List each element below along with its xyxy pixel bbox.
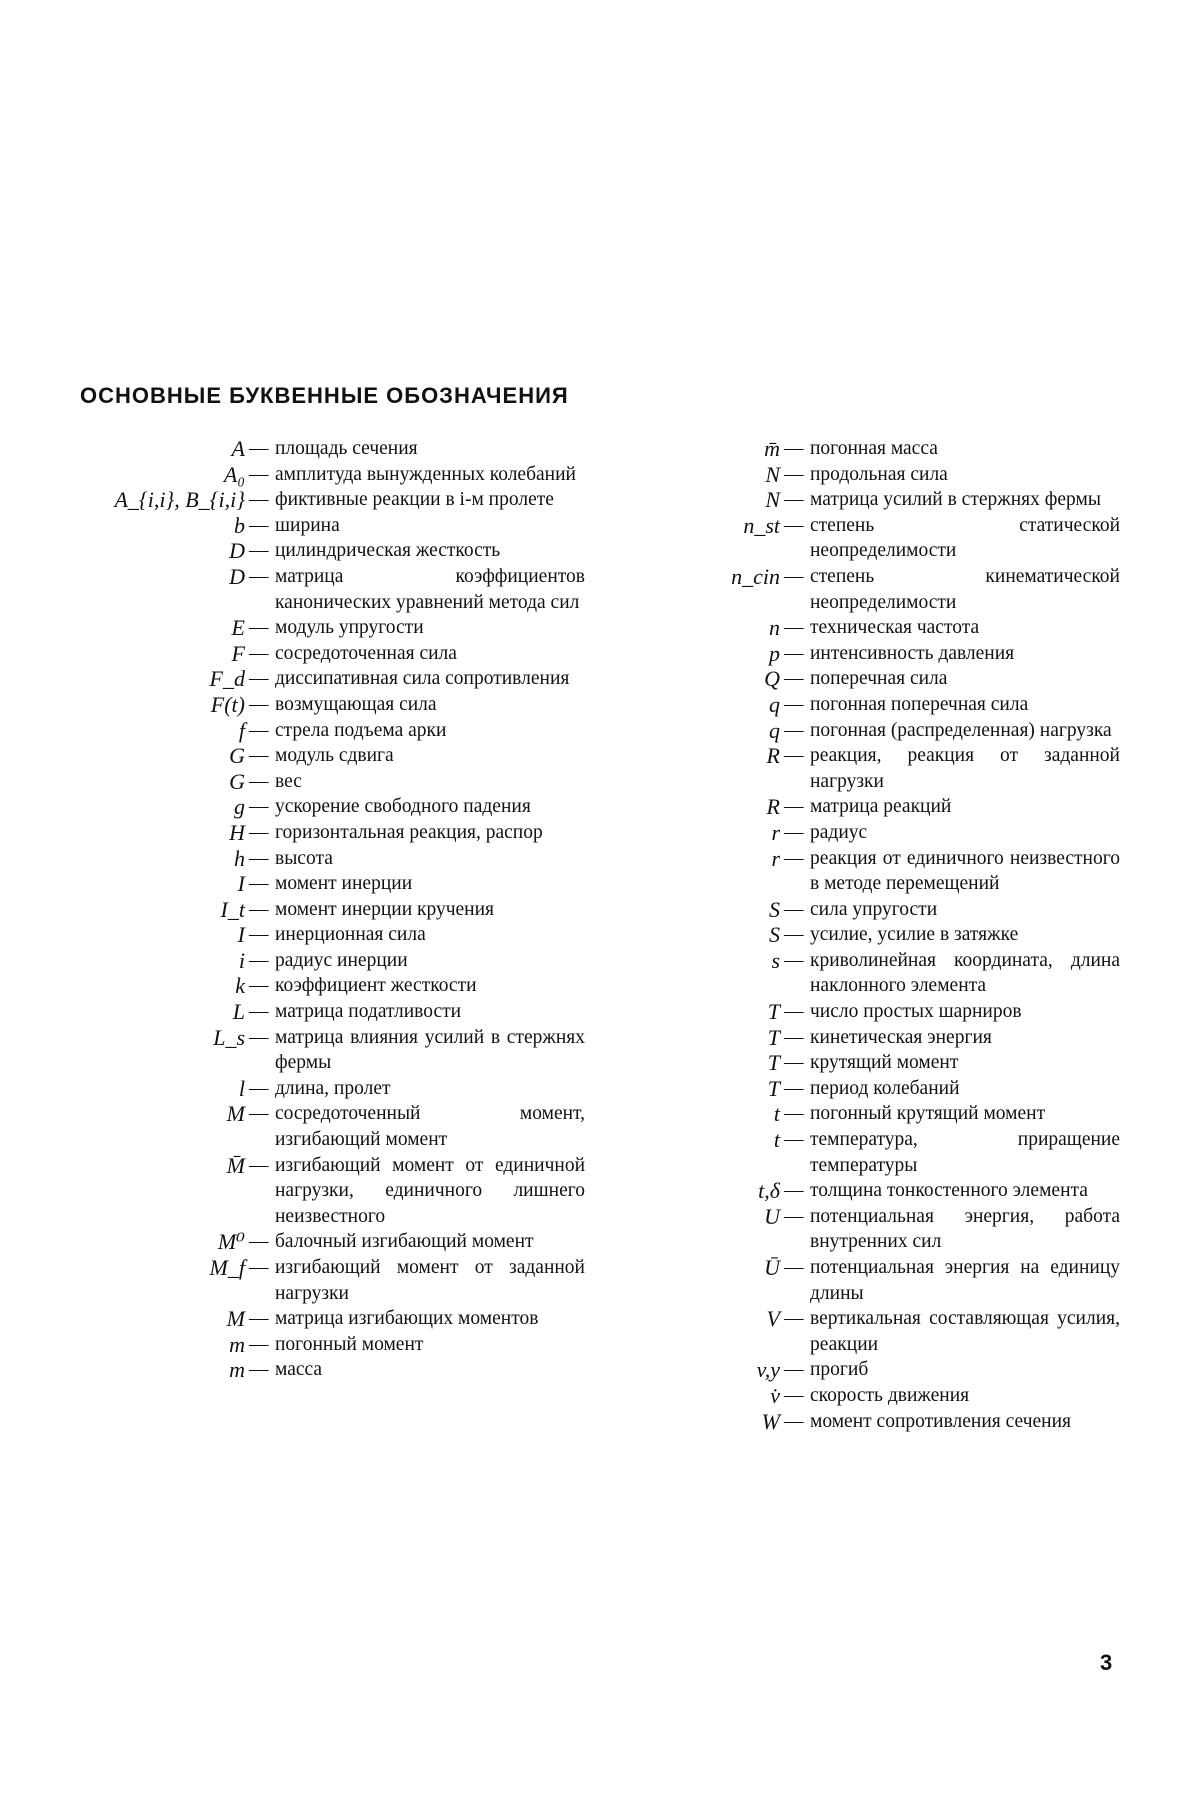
symbol-definition: ширина — [275, 514, 340, 536]
em-dash: — — [784, 1103, 804, 1125]
symbol-entry — [700, 513, 1120, 564]
symbol-definition: балочный изгибающий момент — [275, 1231, 534, 1253]
symbol-definition: длина, пролет — [275, 1077, 391, 1099]
em-dash: — — [249, 438, 269, 459]
symbol-definition: усилие, усилие в затяжке — [810, 924, 1019, 946]
symbol-entry — [80, 462, 585, 488]
page-heading: ОСНОВНЫЕ БУКВЕННЫЕ ОБОЗНАЧЕНИЯ — [80, 383, 569, 408]
symbol-definition: погонный момент — [275, 1333, 424, 1355]
symbol-glyph: Ū — [764, 1255, 780, 1280]
symbol-definition: потенциальная энергия на единицу длины — [810, 1257, 1120, 1304]
symbol-glyph: L_s — [213, 1024, 245, 1050]
symbol-definition: прогиб — [810, 1359, 869, 1381]
symbol-definition: стрела подъема арки — [275, 719, 447, 741]
symbol-glyph: F(t) — [210, 691, 245, 717]
symbol-entry — [80, 487, 585, 513]
symbol-glyph: I — [237, 922, 245, 948]
symbol-glyph: i — [238, 947, 245, 973]
em-dash: — — [784, 1026, 804, 1048]
symbol-glyph: F_d — [209, 666, 245, 692]
symbol-entry — [700, 1409, 1120, 1435]
em-dash: — — [249, 642, 269, 664]
symbol-definition: фиктивные реакции в i-м пролете — [275, 489, 554, 511]
symbol-definition: число простых шарниров — [810, 1001, 1022, 1023]
symbol-glyph: G — [229, 743, 245, 769]
symbol-glyph: t — [773, 1101, 780, 1127]
symbol-definition: радиус инерции — [275, 949, 408, 971]
symbol-glyph: h — [234, 845, 245, 871]
symbol-entry — [700, 948, 1120, 999]
symbol-entry — [80, 1306, 585, 1332]
symbol-entry — [700, 794, 1120, 820]
symbol-definition: сосредоточенная сила — [275, 642, 457, 664]
em-dash: — — [784, 463, 804, 485]
symbol-definition: диссипативная сила сопротивления — [275, 668, 570, 690]
symbol-glyph: A_{i,i}, B_{i,i} — [114, 487, 245, 513]
symbol-entry — [700, 641, 1120, 667]
symbol-glyph: T — [767, 1050, 780, 1076]
symbol-definition: изгибающий момент от заданной нагрузки — [275, 1257, 585, 1304]
symbol-definition: поперечная сила — [810, 668, 948, 690]
symbol-definition: момент инерции кручения — [275, 898, 495, 920]
symbol-glyph: T — [767, 999, 780, 1025]
symbol-definition: модуль упругости — [275, 617, 424, 639]
symbol-entry — [80, 1076, 585, 1102]
symbol-entry — [700, 436, 1120, 462]
symbol-glyph: f — [238, 717, 245, 743]
symbol-entry — [700, 846, 1120, 897]
em-dash: — — [249, 796, 269, 818]
symbol-glyph: M_f — [209, 1255, 245, 1280]
symbol-definition: крутящий момент — [810, 1052, 959, 1074]
symbol-glyph: I — [237, 871, 245, 897]
symbol-glyph: q — [769, 717, 780, 743]
em-dash: — — [249, 565, 269, 587]
em-dash: — — [784, 1359, 804, 1381]
symbol-entry — [80, 538, 585, 564]
symbol-entry — [80, 871, 585, 897]
symbol-definition: температура, приращение температуры — [810, 1129, 1120, 1176]
symbol-glyph: l — [238, 1075, 245, 1101]
symbol-entry — [80, 1357, 585, 1383]
symbol-entry — [700, 1025, 1120, 1051]
symbol-definition: степень кинематической неопределимости — [810, 565, 1120, 613]
symbol-definition: радиус — [810, 821, 868, 843]
symbol-glyph: V — [766, 1306, 780, 1332]
em-dash: — — [784, 1205, 804, 1227]
symbol-glyph: n — [769, 615, 780, 641]
em-dash: — — [784, 1129, 804, 1151]
symbol-definition: модуль сдвига — [275, 745, 394, 767]
em-dash: — — [784, 668, 804, 690]
symbol-entry — [80, 564, 585, 615]
symbol-entry — [80, 743, 585, 769]
symbol-glyph: H — [229, 819, 245, 845]
symbol-glyph: v̇ — [770, 1382, 780, 1408]
em-dash: — — [784, 693, 804, 715]
em-dash: — — [784, 1308, 804, 1330]
symbol-definition: реакция, реакция от заданной нагрузки — [810, 745, 1120, 792]
symbol-definition: интенсивность давления — [810, 642, 1015, 664]
symbol-definition: матрица изгибающих моментов — [275, 1308, 539, 1330]
symbol-entry — [80, 513, 585, 539]
symbol-entry — [700, 1050, 1120, 1076]
symbol-glyph: b — [234, 512, 245, 538]
symbol-entry — [80, 999, 585, 1025]
symbol-entry — [80, 846, 585, 872]
symbol-glyph: A — [231, 436, 245, 461]
symbol-glyph: W — [761, 1408, 780, 1434]
em-dash: — — [784, 796, 804, 818]
em-dash: — — [249, 1359, 269, 1381]
em-dash: — — [784, 565, 804, 587]
em-dash: — — [249, 847, 269, 869]
symbol-definition: инерционная сила — [275, 924, 426, 946]
em-dash: — — [249, 770, 269, 792]
symbol-definition: матрица усилий в стержнях фермы — [810, 489, 1101, 511]
symbol-glyph: I_t — [220, 896, 245, 922]
symbol-definition: техническая частота — [810, 617, 980, 639]
symbol-definition: криволинейная координата, длина наклонного элемента — [810, 949, 1120, 997]
em-dash: — — [249, 1308, 269, 1330]
em-dash: — — [249, 1001, 269, 1023]
em-dash: — — [249, 1231, 269, 1253]
em-dash: — — [784, 949, 804, 971]
symbol-glyph: r — [771, 845, 780, 871]
symbol-entry — [80, 922, 585, 948]
symbol-definition: изгибающий момент от единичной нагрузки, единичного лишнего неизвестного — [275, 1154, 585, 1227]
symbol-definition: погонная поперечная сила — [810, 693, 1029, 715]
symbols-column-left — [80, 436, 585, 1383]
symbol-glyph: n_cin — [731, 563, 780, 589]
symbol-glyph: M — [226, 1101, 245, 1127]
symbol-glyph: D — [229, 538, 245, 564]
em-dash: — — [249, 1077, 269, 1099]
symbol-entry — [80, 615, 585, 641]
em-dash: — — [784, 617, 804, 639]
symbol-glyph: L — [232, 999, 245, 1025]
symbol-definition: высота — [275, 847, 333, 869]
em-dash: — — [784, 719, 804, 741]
em-dash: — — [784, 1077, 804, 1099]
em-dash: — — [784, 1410, 804, 1432]
symbol-entry — [700, 718, 1120, 744]
symbol-glyph: M⁰ — [217, 1229, 245, 1255]
symbol-entry — [80, 973, 585, 999]
symbol-glyph: g — [234, 794, 245, 820]
symbol-definition: реакция от единичного неизвестного в методе перемещений — [810, 847, 1120, 895]
em-dash: — — [784, 1180, 804, 1202]
symbol-entry — [700, 743, 1120, 794]
symbol-definition: сила упругости — [810, 898, 938, 920]
symbol-definition: погонная масса — [810, 438, 938, 459]
symbol-entry — [80, 769, 585, 795]
em-dash: — — [249, 1257, 269, 1278]
symbol-glyph: T — [767, 1024, 780, 1050]
symbol-glyph: m — [229, 1357, 245, 1383]
em-dash: — — [249, 617, 269, 639]
symbol-definition: матрица коэффициентов канонических уравнений метода сил — [275, 565, 585, 613]
symbol-definition: продольная сила — [810, 463, 948, 485]
symbol-definition: вес — [275, 770, 302, 792]
em-dash: — — [784, 1052, 804, 1074]
symbol-entry — [700, 820, 1120, 846]
symbol-entry — [700, 1076, 1120, 1102]
symbol-entry — [80, 1229, 585, 1255]
symbol-entry — [80, 1153, 585, 1230]
symbol-entry — [80, 1101, 585, 1152]
symbol-entry — [700, 462, 1120, 488]
symbol-definition: степень статической неопределимости — [810, 514, 1120, 562]
symbol-glyph: v,y — [756, 1357, 780, 1383]
symbol-glyph: G — [229, 768, 245, 794]
symbol-glyph: k — [235, 973, 245, 999]
symbol-definition: толщина тонкостенного элемента — [810, 1180, 1088, 1202]
symbol-entry — [80, 1255, 585, 1306]
symbol-entry — [80, 1332, 585, 1358]
symbol-entry — [700, 999, 1120, 1025]
symbol-glyph: D — [229, 563, 245, 589]
symbol-entry — [80, 794, 585, 820]
symbol-glyph: q — [769, 691, 780, 717]
em-dash: — — [249, 1154, 269, 1176]
symbol-entry — [700, 692, 1120, 718]
symbol-definition: коэффициент жесткости — [275, 975, 477, 997]
symbol-definition: горизонтальная реакция, распор — [275, 821, 543, 843]
symbol-glyph: T — [767, 1075, 780, 1101]
symbol-definition: момент инерции — [275, 873, 413, 895]
symbol-glyph: M̄ — [226, 1152, 245, 1178]
em-dash: — — [784, 821, 804, 843]
page-number: 3 — [1100, 1650, 1113, 1675]
symbol-glyph: F — [231, 640, 245, 666]
symbol-entry — [700, 897, 1120, 923]
symbol-glyph: p — [769, 640, 780, 666]
symbol-definition: возмущающая сила — [275, 693, 437, 715]
symbol-entry — [700, 1178, 1120, 1204]
symbol-entry — [80, 666, 585, 692]
symbol-entry — [80, 897, 585, 923]
symbol-entry — [700, 615, 1120, 641]
symbol-definition: площадь сечения — [275, 438, 418, 459]
em-dash: — — [249, 668, 269, 690]
symbol-glyph: S — [769, 922, 780, 948]
symbol-glyph: R — [766, 794, 780, 820]
em-dash: — — [784, 1384, 804, 1406]
symbol-entry — [700, 922, 1120, 948]
symbol-entry — [700, 1383, 1120, 1409]
em-dash: — — [249, 719, 269, 741]
em-dash: — — [249, 489, 269, 511]
symbol-glyph: U — [764, 1203, 780, 1229]
em-dash: — — [249, 514, 269, 536]
symbol-definition: ускорение свободного падения — [275, 796, 531, 818]
em-dash: — — [249, 1026, 269, 1048]
symbol-entry — [700, 487, 1120, 513]
symbol-definition: матрица податливости — [275, 1001, 462, 1023]
em-dash: — — [784, 489, 804, 511]
symbol-glyph: M — [226, 1306, 245, 1332]
em-dash: — — [249, 540, 269, 562]
symbol-definition: скорость движения — [810, 1384, 970, 1406]
em-dash: — — [249, 693, 269, 715]
symbol-glyph: s — [771, 947, 780, 973]
symbol-definition: матрица реакций — [810, 796, 952, 818]
em-dash: — — [784, 745, 804, 767]
em-dash: — — [784, 924, 804, 946]
symbol-entry — [80, 692, 585, 718]
symbol-definition: момент сопротивления сечения — [810, 1410, 1072, 1432]
symbol-definition: матрица влияния усилий в стержнях фермы — [275, 1026, 585, 1074]
symbol-definition: кинетическая энергия — [810, 1026, 992, 1048]
symbol-entry — [80, 948, 585, 974]
symbol-glyph: m̄ — [764, 436, 780, 461]
symbol-glyph: t — [773, 1127, 780, 1153]
em-dash: — — [249, 1333, 269, 1355]
symbol-entry — [700, 666, 1120, 692]
symbol-entry — [80, 820, 585, 846]
em-dash: — — [784, 514, 804, 536]
symbol-glyph: m — [229, 1331, 245, 1357]
symbol-glyph: S — [769, 896, 780, 922]
symbol-entry — [80, 641, 585, 667]
em-dash: — — [249, 463, 269, 485]
symbol-glyph: N — [765, 487, 780, 513]
symbol-glyph: Q — [764, 666, 780, 692]
em-dash: — — [249, 898, 269, 920]
symbol-entry — [80, 436, 585, 462]
symbol-entry — [700, 564, 1120, 615]
symbol-definition: амплитуда вынужденных колебаний — [275, 463, 576, 485]
symbol-entry — [700, 1357, 1120, 1383]
symbol-entry — [700, 1204, 1120, 1255]
symbol-glyph: N — [765, 461, 780, 487]
em-dash: — — [249, 873, 269, 895]
em-dash: — — [784, 1001, 804, 1023]
symbols-column-right — [700, 436, 1120, 1434]
em-dash: — — [249, 949, 269, 971]
symbol-glyph: t,δ — [758, 1178, 780, 1204]
em-dash: — — [784, 642, 804, 664]
symbol-entry — [700, 1306, 1120, 1357]
em-dash: — — [784, 847, 804, 869]
symbol-entry — [700, 1101, 1120, 1127]
symbol-entry — [80, 718, 585, 744]
symbol-definition: масса — [275, 1359, 323, 1381]
symbol-definition: сосредоточенный момент, изгибающий момент — [275, 1103, 585, 1151]
symbol-entry — [700, 1127, 1120, 1178]
symbol-definition: период колебаний — [810, 1077, 960, 1099]
symbol-definition: цилиндрическая жесткость — [275, 540, 501, 562]
em-dash: — — [249, 821, 269, 843]
symbol-entry — [80, 1025, 585, 1076]
em-dash: — — [249, 924, 269, 946]
symbol-definition: вертикальная составляющая усилия, реакции — [810, 1308, 1120, 1355]
symbol-definition: потенциальная энергия, работа внутренних сил — [810, 1205, 1120, 1253]
symbol-glyph: E — [231, 615, 245, 641]
symbol-glyph: r — [771, 819, 780, 845]
symbol-glyph: R — [766, 743, 780, 769]
em-dash: — — [784, 1257, 804, 1278]
em-dash: — — [249, 975, 269, 997]
symbol-glyph: n_st — [743, 512, 780, 538]
symbol-glyph: A₀ — [223, 461, 245, 487]
em-dash: — — [249, 745, 269, 767]
em-dash: — — [784, 898, 804, 920]
symbol-entry — [700, 1255, 1120, 1306]
symbol-definition: погонный крутящий момент — [810, 1103, 1046, 1125]
em-dash: — — [784, 438, 804, 459]
symbol-definition: погонная (распределенная) нагрузка — [810, 719, 1112, 741]
em-dash: — — [249, 1103, 269, 1125]
